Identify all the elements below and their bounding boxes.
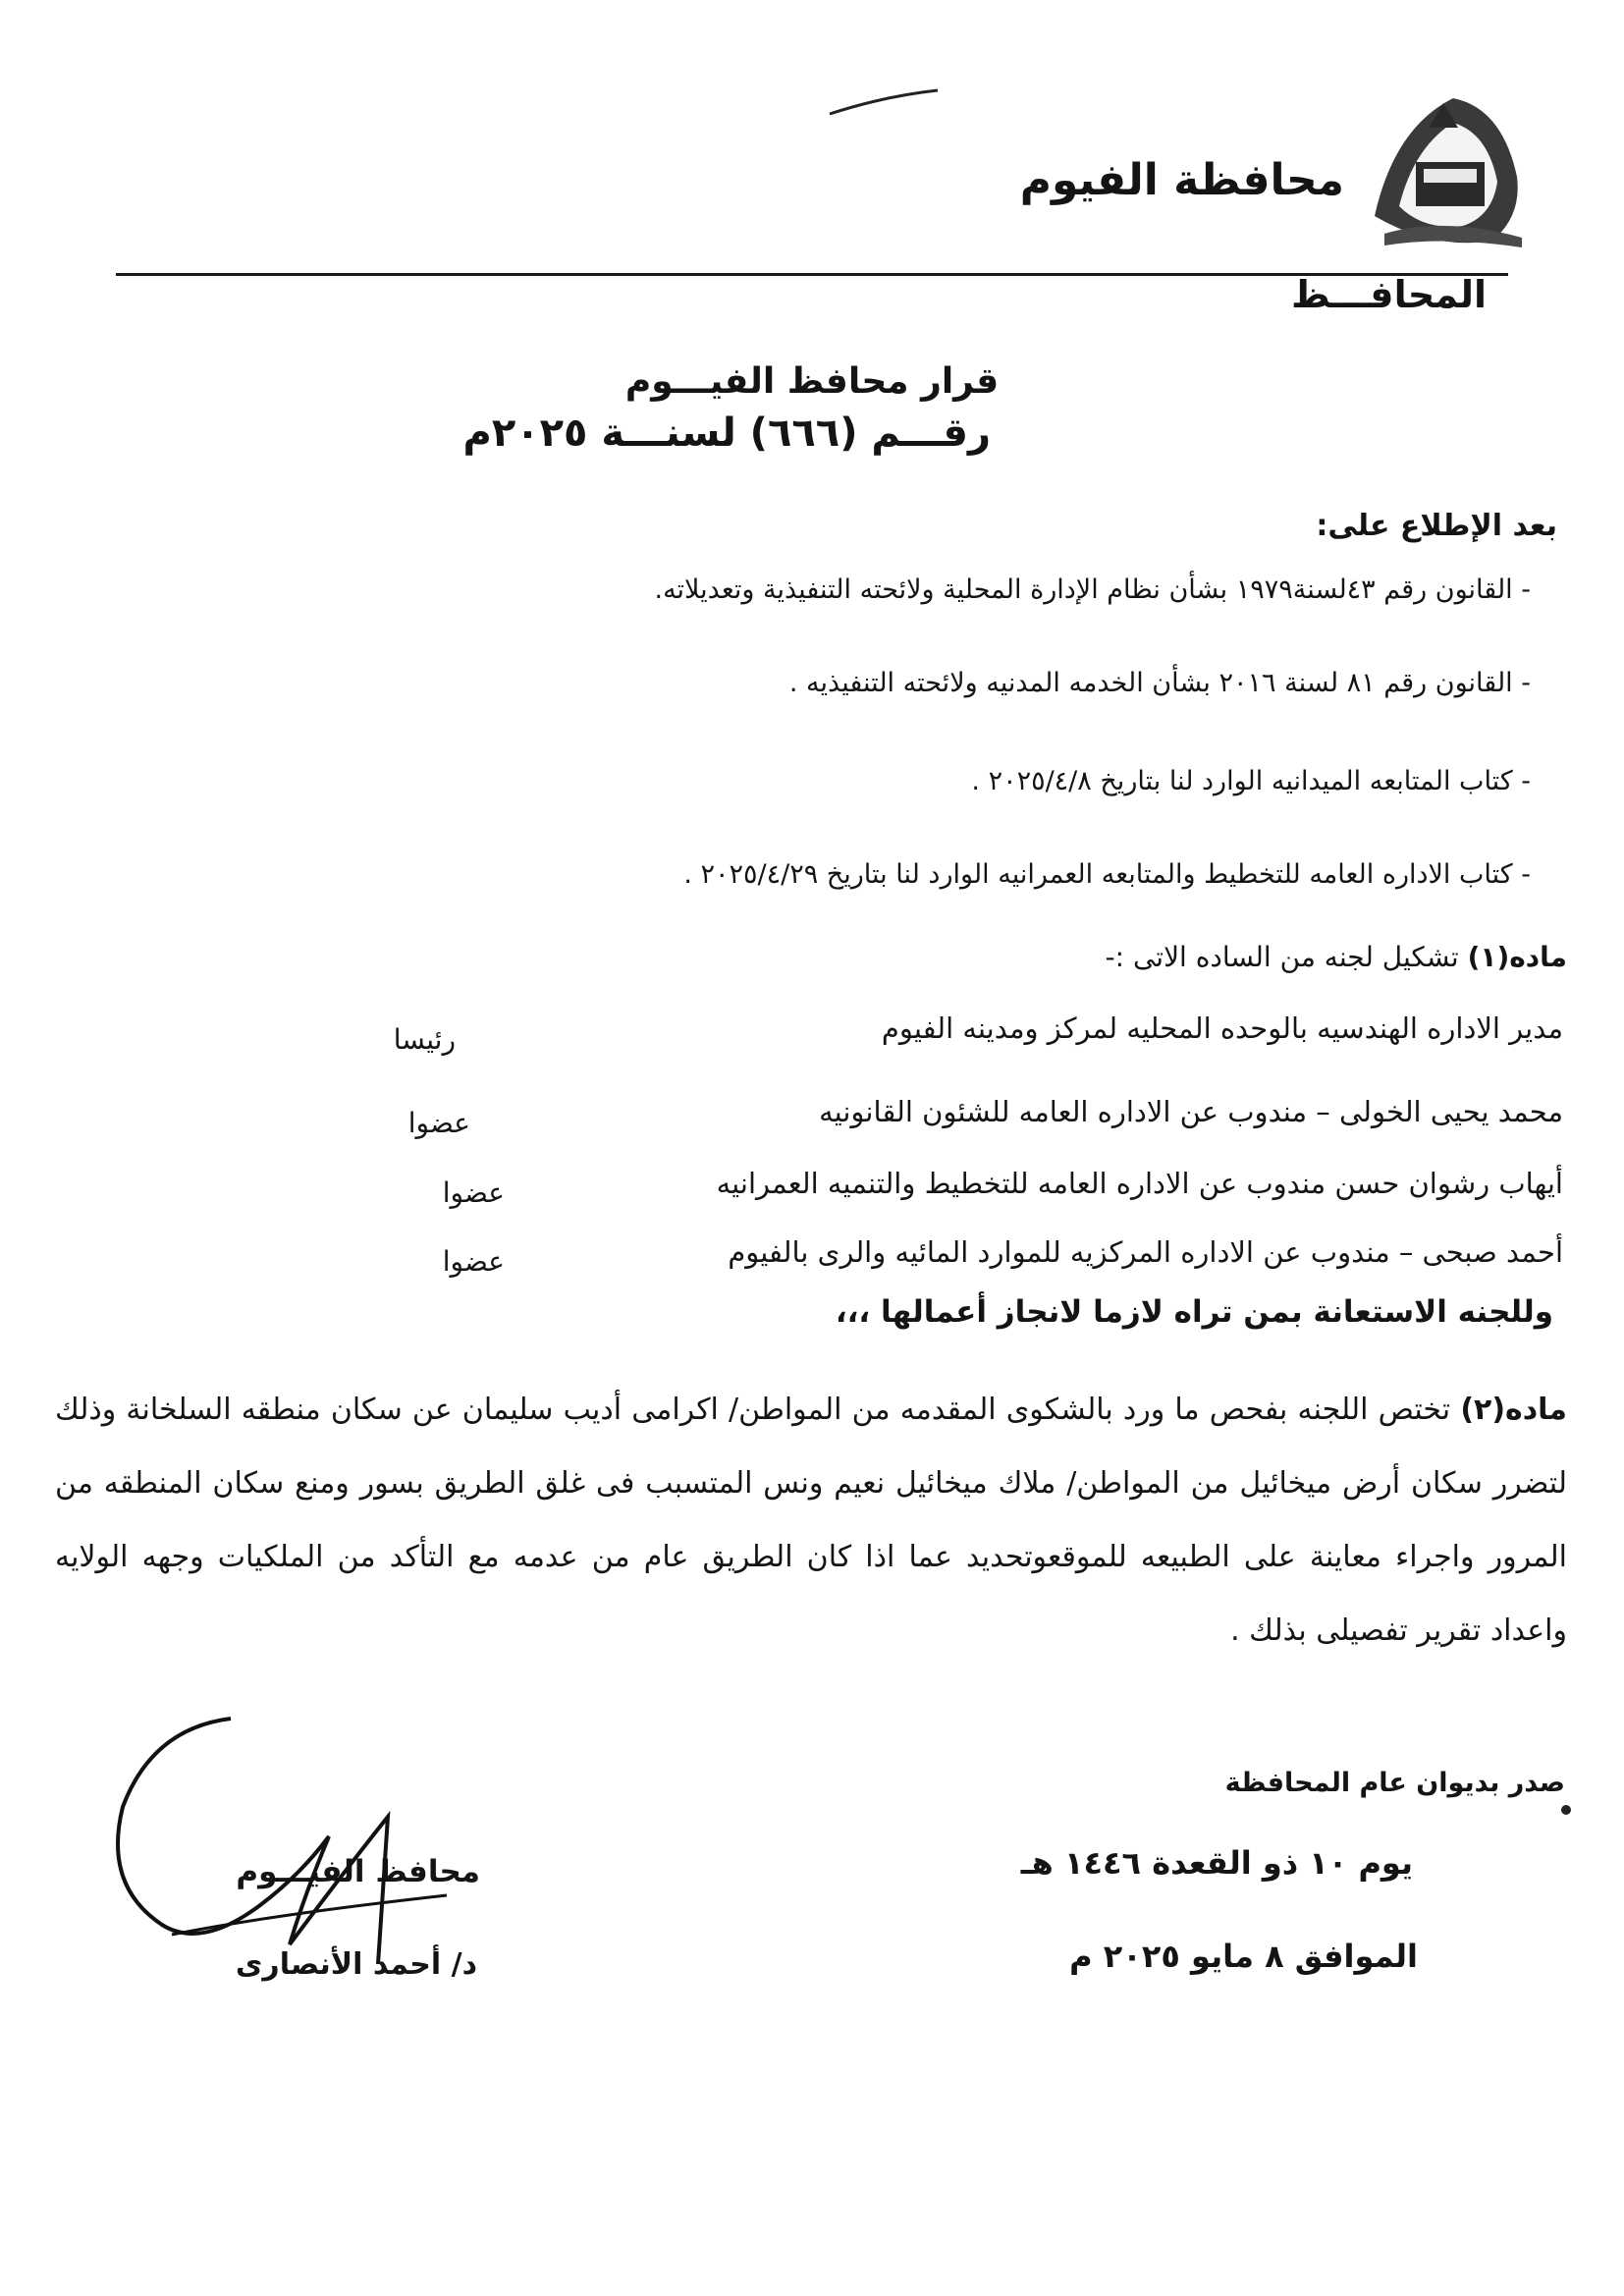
pen-mark (825, 86, 943, 126)
signatory-name: د/ أحمد الأنصارى (235, 1947, 477, 1982)
ink-dot (1561, 1805, 1571, 1815)
decree-title: قرار محافظ الفيـــوم (624, 361, 1000, 402)
gregorian-date: الموافق ٨ مايو ٢٠٢٥ م (1069, 1938, 1418, 1975)
article-1 (1106, 941, 1567, 973)
article-2 (55, 1373, 1567, 1667)
committee-assistance-clause: وللجنه الاستعانة بمن تراه لازما لانجاز أعمالها ،،، (835, 1294, 1553, 1330)
article-1-label: ماده(١) (1467, 941, 1567, 973)
member-name: أحمد صبحى – مندوب عن الاداره المركزيه للموارد المائيه والرى بالفيوم (728, 1235, 1563, 1269)
decree-number: رقـــم (٦٦٦) لسنـــة ٢٠٢٥م (462, 410, 991, 456)
member-role: عضوا (442, 1245, 505, 1278)
article-2-text: تختص اللجنه بفحص ما ورد بالشكوى المقدمه من المواطن/ اكرامى أديب سليمان عن سكان منطقه السلخانة وذلك لتضرر سكان أرض ميخائيل من المواطن/ ملاك ميخائيل نعيم ونس المتسبب فى غلق الطريق بسور ومنع سكان المنطقه من المرور واجراء معاينة على الطبيعه للموقعوتحديد عما اذا كان الطريق عام من عدمه مع التأكد من الملكيات وجهه الولايه واعداد تقرير تفصيلى بذلك . (55, 1393, 1567, 1648)
member-name: محمد يحيى الخولى – مندوب عن الاداره العامه للشئون القانونيه (819, 1095, 1563, 1128)
issued-at: صدر بديوان عام المحافظة (1224, 1768, 1565, 1798)
member-name: أيهاب رشوان حسن مندوب عن الاداره العامه للتخطيط والتنميه العمرانيه (716, 1167, 1563, 1200)
member-role: عضوا (442, 1176, 505, 1209)
hijri-date: يوم ١٠ ذو القعدة ١٤٤٦ هـ (1020, 1844, 1413, 1882)
handwritten-signature (93, 1699, 466, 1994)
reference-item: - القانون رقم ٤٣لسنة١٩٧٩ بشأن نظام الإدارة المحلية ولائحته التنفيذية وتعديلاته. (654, 574, 1531, 605)
governorate-seal-logo (1355, 69, 1532, 255)
office-title: المحافـــظ (1291, 273, 1487, 316)
reference-item: - القانون رقم ٨١ لسنة ٢٠١٦ بشأن الخدمه المدنيه ولائحته التنفيذيه . (788, 668, 1531, 698)
reference-item: - كتاب الاداره العامه للتخطيط والمتابعه العمرانيه الوارد لنا بتاريخ ٢٠٢٥/٤/٢٩ . (683, 859, 1531, 890)
governorate-name: محافظة الفيوم (1019, 155, 1344, 205)
member-role: عضوا (407, 1107, 470, 1139)
member-name: مدير الاداره الهندسيه بالوحده المحليه لمركز ومدينه الفيوم (881, 1011, 1563, 1045)
member-role: رئيسا (393, 1023, 456, 1056)
article-2-label: ماده(٢) (1460, 1393, 1567, 1427)
intro-heading: بعد الإطلاع على: (1316, 509, 1557, 543)
signatory-title: محافظ الفيـــوم (236, 1854, 480, 1889)
reference-item: - كتاب المتابعه الميدانيه الوارد لنا بتاريخ ٢٠٢٥/٤/٨ . (971, 766, 1531, 796)
article-1-text: تشكيل لجنه من الساده الاتى :- (1105, 941, 1468, 973)
